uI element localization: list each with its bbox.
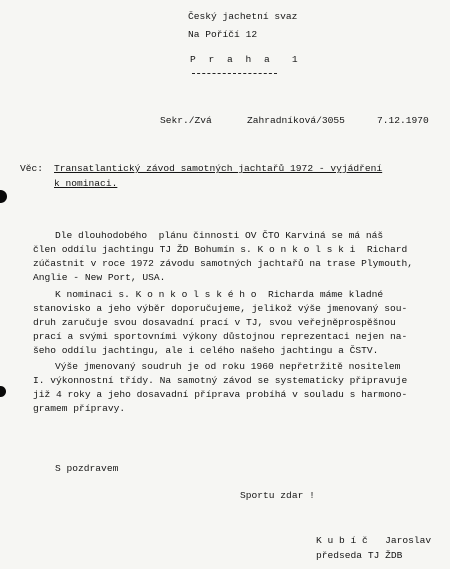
header-street: Na Poříčí 12 — [188, 29, 258, 40]
body-line-10: Výše jmenovaný soudruh je od roku 1960 nepřetržitě nositelem — [55, 361, 401, 372]
body-line-2: člen oddílu jachtingu TJ ŽD Bohumín s. K o n k o l s k i Richard — [33, 244, 408, 255]
closing-greeting: S pozdravem — [55, 463, 119, 474]
body-line-13: gramem přípravy. — [33, 403, 126, 414]
header-city-rule — [192, 73, 277, 74]
punch-hole-bottom — [0, 386, 6, 397]
body-line-4: Anglie - New Port, USA. — [33, 272, 166, 283]
subject-line-2: k nominaci. — [54, 178, 118, 189]
subject-line-1: Transatlantický závod samotných jachtařů 1972 - vyjádření — [54, 163, 383, 174]
header-city: P r a h a 1 — [190, 54, 302, 65]
reference-sekr: Sekr./Zvá — [160, 115, 212, 126]
subject-prefix: Věc: — [20, 163, 44, 174]
signatory-title: předseda TJ ŽDB — [316, 550, 403, 561]
body-line-3: zúčastnit v roce 1972 závodu samotných jachtařů na trase Plymouth, — [33, 258, 413, 269]
body-line-5: K nominaci s. K o n k o l s k é h o Richarda máme kladné — [55, 289, 384, 300]
body-line-6: stanovisko a jeho výběr doporučujeme, jelikož výše jmenovaný sou- — [33, 303, 408, 314]
body-line-12: již 4 roky a jeho dosavadní příprava probíhá v souladu s harmono- — [33, 389, 408, 400]
punch-hole-top — [0, 190, 7, 203]
reference-author: Zahradníková/3055 — [247, 115, 345, 126]
body-line-11: I. výkonnostní třídy. Na samotný závod se systematicky připravuje — [33, 375, 408, 386]
reference-date: 7.12.1970 — [377, 115, 429, 126]
closing-motto: Sportu zdar ! — [240, 490, 315, 501]
signatory-name: K u b í č Jaroslav — [316, 535, 432, 546]
header-org: Český jachetní svaz — [188, 11, 298, 22]
body-line-7: druh zaručuje svou dosavadní prací v TJ, svou veřejněprospěšnou — [33, 317, 396, 328]
body-line-1: Dle dlouhodobého plánu činnosti OV ČTO Karviná se má náš — [55, 230, 384, 241]
body-line-9: šeho oddílu jachtingu, ale i celého našeho jachtingu a ČSTV. — [33, 345, 379, 356]
body-line-8: prací a svými sportovními výkony důstojnou reprezentaci nejen na- — [33, 331, 408, 342]
